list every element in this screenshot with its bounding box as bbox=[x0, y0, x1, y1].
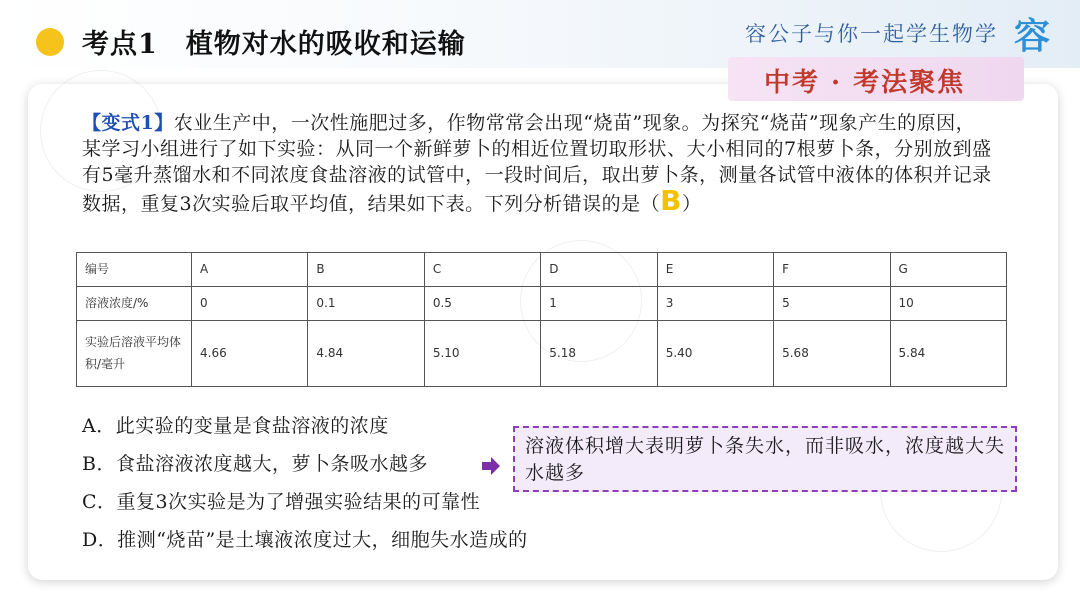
table-cell: 5.84 bbox=[890, 320, 1006, 386]
table-cell: G bbox=[890, 253, 1006, 287]
question-text bbox=[82, 110, 992, 217]
table-row bbox=[77, 320, 1007, 386]
table-cell: 10 bbox=[890, 286, 1006, 320]
table-cell: 5.40 bbox=[657, 320, 773, 386]
option-b: B．食盐溶液浓度越大，萝卜条吸水越多 bbox=[82, 453, 428, 475]
exam-focus-label: 中考 · 考法聚焦 bbox=[764, 68, 966, 98]
table-cell: 1 bbox=[541, 286, 657, 320]
table-cell: A bbox=[192, 253, 308, 287]
table-cell: D bbox=[541, 253, 657, 287]
table-cell: B bbox=[308, 253, 424, 287]
table-cell: 3 bbox=[657, 286, 773, 320]
option-d: D．推测“烧苗”是土壤液浓度过大，细胞失水造成的 bbox=[82, 529, 528, 551]
answer-mark: B bbox=[660, 184, 682, 217]
brand-logo-icon: 容 bbox=[1013, 15, 1050, 57]
table-cell: 溶液浓度/% bbox=[77, 286, 192, 320]
table-cell: E bbox=[657, 253, 773, 287]
table-cell: 0.5 bbox=[424, 286, 540, 320]
variant-label: 【变式1】 bbox=[82, 112, 174, 134]
table-cell: 5.18 bbox=[541, 320, 657, 386]
question-close: ） bbox=[681, 193, 702, 215]
option-c: C．重复3次实验是为了增强实验结果的可靠性 bbox=[82, 491, 481, 513]
options-list bbox=[82, 414, 528, 566]
table-cell: 5.10 bbox=[424, 320, 540, 386]
table-row bbox=[77, 253, 1007, 287]
table-cell: 5 bbox=[774, 286, 890, 320]
page-title: 考点1 植物对水的吸收和运输 bbox=[82, 29, 466, 60]
brand-text: 容公子与你一起学生物学 bbox=[745, 22, 998, 46]
table-row bbox=[77, 286, 1007, 320]
table-cell: 0 bbox=[192, 286, 308, 320]
explanation-note: 溶液体积增大表明萝卜条失水，而非吸水，浓度越大失水越多 bbox=[513, 426, 1017, 492]
table-cell: 0.1 bbox=[308, 286, 424, 320]
table-cell: F bbox=[774, 253, 890, 287]
table-cell: 5.68 bbox=[774, 320, 890, 386]
table-cell: 4.84 bbox=[308, 320, 424, 386]
question-body: 农业生产中，一次性施肥过多，作物常常会出现“烧苗”现象。为探究“烧苗”现象产生的原因，某学习小组进行了如下实验：从同一个新鲜萝卜的相近位置切取形状、大小相同的7根萝卜条，分别放到盛有5毫升蒸馏水和不同浓度食盐溶液的试管中，一段时间后，取出萝卜条，测量各试管中液体的体积并记录数据，重复3次实验后取平均值，结果如下表。下列分析错误的是（ bbox=[82, 112, 992, 215]
table-cell: C bbox=[424, 253, 540, 287]
table-cell: 实验后溶液平均体积/毫升 bbox=[77, 320, 192, 386]
table-cell: 编号 bbox=[77, 253, 192, 287]
option-a: A．此实验的变量是食盐溶液的浓度 bbox=[82, 415, 389, 437]
bullet-dot-icon bbox=[36, 28, 64, 56]
table-cell: 4.66 bbox=[192, 320, 308, 386]
arrow-right-icon bbox=[482, 457, 500, 475]
data-table bbox=[76, 252, 1007, 387]
